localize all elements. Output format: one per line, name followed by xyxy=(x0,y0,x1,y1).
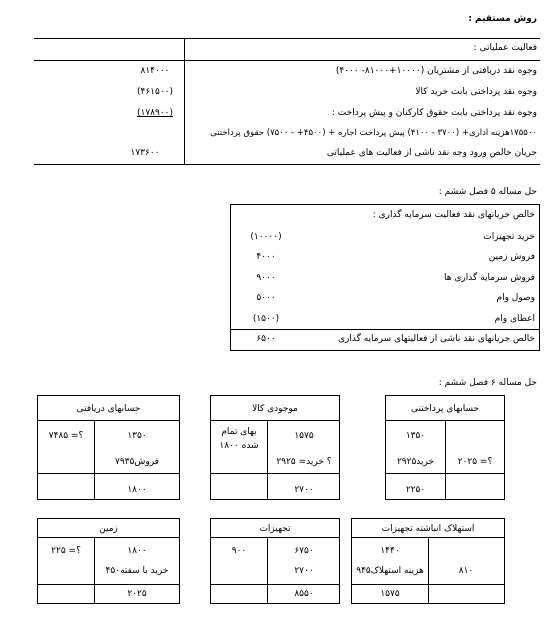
t-account-credit: ۱۵۷۵ xyxy=(294,431,314,441)
t-account-credit: خرید با سفته۴۵۰ xyxy=(105,566,169,576)
section3-title: حل مساله ۶ فصل ششم : xyxy=(438,378,537,388)
section1-row-label: ۱۷۵۵۰۰هزینه اداری+ (۳۷۰۰ - ۴۱۰۰) پیش پرداخت اجاره + (۴۵۰۰+ - ۷۵۰۰) حقوق پرداختنی xyxy=(210,128,537,138)
t-account-credit: فروش۷۹۳۵ xyxy=(115,457,159,467)
t-account-divider xyxy=(267,420,268,500)
t-account-divider xyxy=(428,537,429,604)
section1-row-amount: (۱۷۸۹۰۰) xyxy=(136,108,174,118)
t-account-total-rule xyxy=(385,473,505,474)
t-account-title: حسابهای دریافتی xyxy=(76,404,141,414)
t-account-credit: ۲۹۲۵خرید xyxy=(396,457,435,467)
t-account-divider xyxy=(267,537,268,604)
t-account-total-rule xyxy=(210,584,340,585)
t-account-credit: ۱۸۰۰ xyxy=(127,546,147,556)
section2-row-amount: (۱۵۰۰) xyxy=(252,314,280,324)
t-account-debit: ۹۰۰ xyxy=(231,546,247,556)
section2-total-label: خالص جریانهای نقد ناشی از فعالیتهای سرمایه گذاری xyxy=(337,334,535,344)
section1-row-amount: (۴۶۱۵۰۰) xyxy=(136,87,174,97)
t-account-title: استهلاک انباشته تجهیزات xyxy=(381,524,475,534)
section1-header: فعالیت عملیاتی : xyxy=(473,43,537,53)
section2-row-label: فروش زمین xyxy=(488,252,535,262)
t-account-total-rule xyxy=(210,473,340,474)
t-account-credit: ۱۴۴۰ xyxy=(380,546,400,556)
section1-top-rule xyxy=(34,38,540,39)
section1-row-amount: ۱۷۳۶۰۰ xyxy=(130,148,160,158)
t-account-balance: ۱۵۷۵ xyxy=(380,589,400,599)
section2-total-amount: ۶۵۰۰ xyxy=(256,334,276,344)
section1-row-label: وجوه نقد پرداختی بابت خرید کالا xyxy=(415,87,537,97)
t-account-balance: ۱۸۰۰ xyxy=(127,485,147,495)
t-account-total-rule xyxy=(37,473,180,474)
section1-row-label: جریان خالص ورود وجه نقد ناشی از فعالیت های عملیاتی xyxy=(326,148,537,158)
section2-row-label: فروش سرمایه گذاری ها xyxy=(444,273,535,283)
t-account-debit: بهای تمام xyxy=(221,427,257,437)
t-account-debit: ۱۸۰۰ شده xyxy=(219,441,259,451)
section2-row-label: اعطای وام xyxy=(494,314,535,324)
section1-row-label: وجوه نقد پرداختی بابت حقوق کارکنان و پیش پرداخت : xyxy=(331,108,537,118)
t-account-debit: ۲۰۲۵ =؟ xyxy=(457,457,493,467)
t-account-credit: هزینه استهلاک۹۴۵ xyxy=(356,566,424,576)
section1-title: روش مستقیم : xyxy=(468,14,537,24)
t-account-debit: ۷۴۸۵ =؟ xyxy=(48,431,84,441)
section2-row-amount: (۱۰۰۰۰) xyxy=(250,232,282,242)
t-account-total-rule xyxy=(37,584,180,585)
section2-row-label: وصول وام xyxy=(496,293,535,303)
t-account-balance: ۲۲۵۰ xyxy=(405,485,426,495)
section2-total-rule xyxy=(230,329,540,330)
t-account-header-rule xyxy=(210,420,340,421)
section1-header-rule xyxy=(34,60,540,61)
section2-row-amount: ۴۰۰۰ xyxy=(256,252,276,262)
t-account-title: تجهیزات xyxy=(259,524,291,534)
t-account-title: حسابهای پرداختنی xyxy=(410,404,480,414)
t-account-credit: ۱۳۵۰ xyxy=(127,431,147,441)
section2-header: خالص جریانهای نقد فعالیت سرمایه گذاری : xyxy=(372,210,535,220)
t-account-title: زمین xyxy=(99,524,118,534)
t-account-title: موجودی کالا xyxy=(252,404,298,414)
t-account-credit: ۱۳۵۰ xyxy=(405,431,426,441)
t-account-header-rule xyxy=(37,537,180,538)
t-account-divider xyxy=(94,537,95,604)
t-account-balance: ۲۷۰۰ xyxy=(294,485,314,495)
t-account-divider xyxy=(445,420,446,500)
t-account-debit: ۲۲۵ =؟ xyxy=(51,546,81,556)
t-account-balance: ۲۰۲۵ xyxy=(127,589,147,599)
t-account-balance: ۸۵۵۰ xyxy=(294,589,314,599)
section2-row-amount: ۵۰۰۰ xyxy=(256,293,276,303)
section1-bottom-rule xyxy=(34,164,540,165)
t-account-total-rule xyxy=(351,584,505,585)
t-account-debit: ۸۱۰ xyxy=(458,566,474,576)
section2-row-amount: ۹۰۰۰ xyxy=(256,273,276,283)
t-account-credit: ۶۷۵۰ xyxy=(294,546,314,556)
section1-row-label: وجوه نقد دریافتی از مشتریان (۱۰۰۰۰+۸۱۰۰۰- ۴۰۰۰) xyxy=(335,66,537,76)
t-account-header-rule xyxy=(37,420,180,421)
section2-title: حل مساله ۵ فصل ششم : xyxy=(438,187,537,197)
section1-row-amount: ۸۱۴۰۰۰ xyxy=(140,66,170,76)
section2-row-label: خرید تجهیزات xyxy=(483,232,535,242)
t-account-divider xyxy=(94,420,95,500)
t-account-header-rule xyxy=(210,537,340,538)
section1-column-divider xyxy=(184,38,185,164)
t-account-credit: ۲۹۲۵ =؟ خرید xyxy=(276,457,332,467)
t-account-credit: ۲۷۰۰ xyxy=(294,566,314,576)
